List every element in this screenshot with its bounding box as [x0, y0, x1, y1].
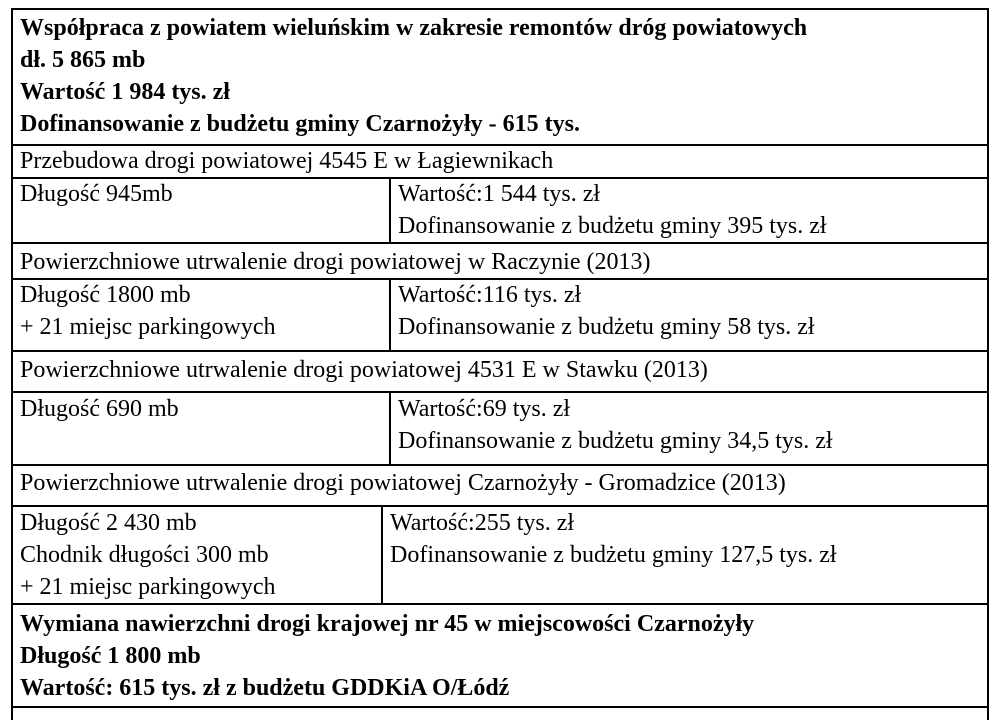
section-right-cell — [390, 507, 837, 571]
header-title: Współpraca z powiatem wieluńskim w zakresie remontów dróg powiatowych — [20, 15, 808, 41]
sidewalk-text: Chodnik długości 300 mb — [20, 542, 269, 568]
parking-text: + 21 miejsc parkingowych — [20, 574, 276, 600]
header-block — [20, 12, 807, 140]
column-divider — [389, 279, 391, 351]
header-length: dł. 5 865 mb — [20, 47, 146, 73]
length-text: Długość 945mb — [20, 181, 173, 207]
length-text: Długość 1800 mb — [20, 282, 191, 308]
section-left-cell — [20, 393, 179, 425]
row-divider — [11, 350, 989, 352]
footer-block — [20, 608, 754, 704]
footer-value: Wartość: 615 tys. zł z budżetu GDDKiA O/Łódź — [20, 675, 510, 701]
section-left-cell — [20, 279, 275, 343]
header-value: Wartość 1 984 tys. zł — [20, 79, 230, 105]
cofinancing-text: Dofinansowanie z budżetu gminy 127,5 tys. zł — [390, 542, 837, 568]
value-text: Wartość:1 544 tys. zł — [398, 181, 601, 207]
section-right-cell — [398, 279, 815, 343]
section-right-cell — [398, 393, 833, 457]
row-divider — [11, 464, 989, 466]
column-divider — [389, 392, 391, 465]
section-title: Powierzchniowe utrwalenie drogi powiatowej Czarnożyły - Gromadzice (2013) — [20, 470, 786, 496]
value-text: Wartość:255 tys. zł — [390, 510, 575, 536]
section-title: Powierzchniowe utrwalenie drogi powiatowej 4531 E w Stawku (2013) — [20, 357, 708, 383]
value-text: Wartość:116 tys. zł — [398, 282, 582, 308]
table-border-right — [987, 8, 989, 720]
header-cofinancing: Dofinansowanie z budżetu gminy Czarnożyły - 615 tys. — [20, 111, 581, 137]
section-title: Przebudowa drogi powiatowej 4545 E w Łagiewnikach — [20, 148, 554, 174]
table-border-top — [11, 8, 989, 10]
cofinancing-text: Dofinansowanie z budżetu gminy 58 tys. zł — [398, 314, 815, 340]
column-divider — [389, 178, 391, 243]
footer-length: Długość 1 800 mb — [20, 643, 201, 669]
length-text: Długość 690 mb — [20, 396, 179, 422]
value-text: Wartość:69 tys. zł — [398, 396, 571, 422]
length-text: Długość 2 430 mb — [20, 510, 197, 536]
cofinancing-text: Dofinansowanie z budżetu gminy 395 tys. zł — [398, 213, 827, 239]
column-divider — [381, 506, 383, 604]
section-title: Powierzchniowe utrwalenie drogi powiatowej w Raczynie (2013) — [20, 249, 651, 275]
section-right-cell — [398, 178, 827, 242]
row-divider — [11, 603, 989, 605]
section-left-cell — [20, 178, 173, 210]
table-border-left — [11, 8, 13, 720]
row-divider — [11, 242, 989, 244]
footer-title: Wymiana nawierzchni drogi krajowej nr 45 w miejscowości Czarnożyły — [20, 611, 755, 637]
parking-text: + 21 miejsc parkingowych — [20, 314, 276, 340]
cofinancing-text: Dofinansowanie z budżetu gminy 34,5 tys. zł — [398, 428, 833, 454]
row-divider — [11, 706, 989, 708]
section-left-cell — [20, 507, 275, 603]
